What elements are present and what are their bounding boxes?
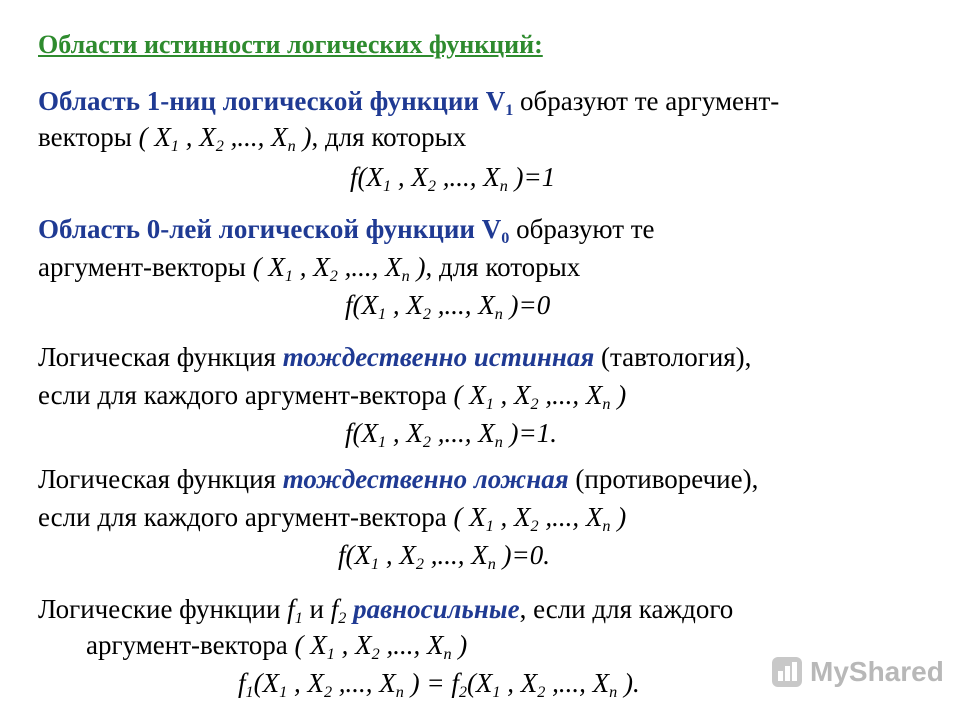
v0-definition-line2: аргумент-векторы ( $X_1$ , $X_2$ ,..., $X_n$ ), для которых <box>38 252 581 285</box>
argument-vector: ( $X_1$ , $X_2$ ,..., $X_n$ ) <box>138 122 312 155</box>
v1-formula: $f(X_1$ , $X_2$ ,..., $X_n$ )=1 <box>350 162 556 195</box>
tautology-formula: $f(X_1$ , $X_2$ ,..., $X_n$ )=1. <box>345 418 557 451</box>
contradiction-line1: Логическая функция тождественно ложная (противоречие), <box>38 464 759 494</box>
v0-definition-line1: Область 0-лей логической функции $V_0$ образуют те <box>38 214 655 247</box>
equivalent-formula: $f_1(X_1$ , $X_2$ ,..., $X_n$ ) = $f_2(X_1$ , $X_2$ ,..., $X_n$ ). <box>238 668 640 701</box>
contradiction-line2: если для каждого аргумент-вектора ( $X_1$ , $X_2$ ,..., $X_n$ ) <box>38 502 627 535</box>
v1-lead: Область 1-ниц логической функции <box>38 86 479 116</box>
equivalent-line2: аргумент-вектора ( $X_1$ , $X_2$ ,..., $X_n$ ) <box>86 630 468 663</box>
tautology-line2: если для каждого аргумент-вектора ( $X_1$ , $X_2$ ,..., $X_n$ ) <box>38 380 627 413</box>
v1-symbol: $V_1$ <box>485 86 514 119</box>
v0-symbol: $V_0$ <box>481 214 510 247</box>
myshared-watermark: MyShared <box>770 655 944 689</box>
tautology-term: тождественно истинная <box>282 342 595 372</box>
contradiction-term: тождественно ложная <box>282 464 569 494</box>
contradiction-formula: $f(X_1$ , $X_2$ ,..., $X_n$ )=0. <box>338 540 550 573</box>
equivalent-line1: Логические функции $f_1$ и $f_2$ равносильные, если для каждого <box>38 594 734 627</box>
equivalent-term: равносильные <box>353 594 520 624</box>
v0-formula: $f(X_1$ , $X_2$ ,..., $X_n$ )=0 <box>345 290 551 323</box>
tautology-line1: Логическая функция тождественно истинная (тавтология), <box>38 342 752 372</box>
myshared-logo-icon <box>770 655 804 689</box>
page-title: Области истинности логических функций: <box>38 30 543 59</box>
v1-rest: образуют те аргумент- <box>513 86 780 116</box>
argument-vector: ( $X_1$ , $X_2$ ,..., $X_n$ ) <box>252 252 426 285</box>
v1-definition-line2: векторы ( $X_1$ , $X_2$ ,..., $X_n$ ), для которых <box>38 122 467 155</box>
